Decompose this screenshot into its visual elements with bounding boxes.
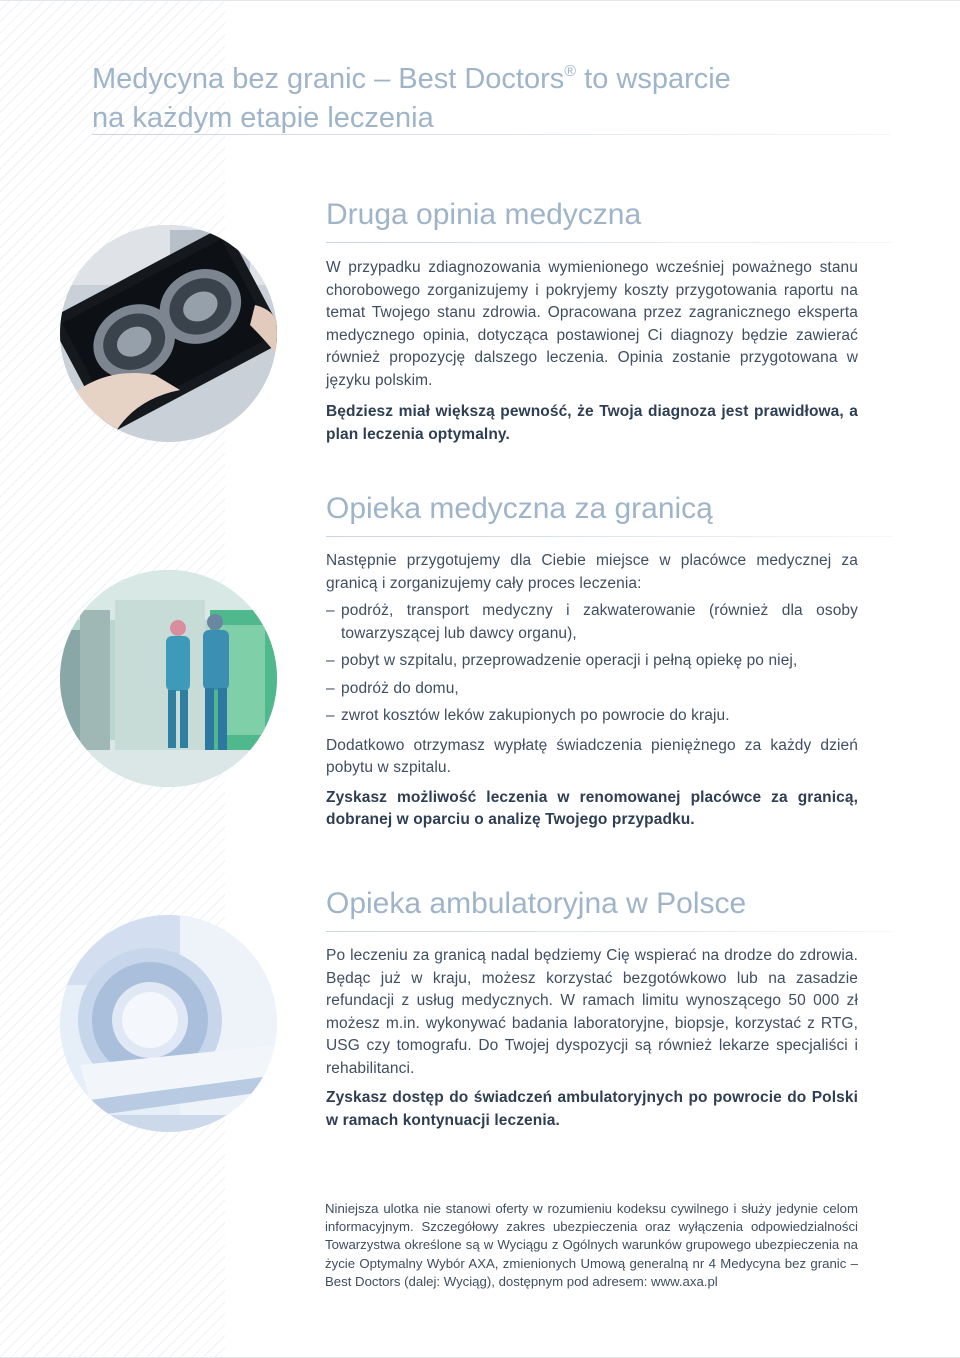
section-care-abroad [326,490,858,832]
section-highlight: Zyskasz możliwość leczenia w renomowanej placówce za granicą, dobranej w oparciu o analizę Twojego przypadku. [326,788,858,828]
registered-mark: ® [564,63,577,80]
section-paragraph: Po leczeniu za granicą nadal będziemy Cię wspierać na drodze do zdrowia. Będąc już w kraju, możesz korzystać bezgotówkowo lub na zasadzie refundacji z usług medycznych. W ramach limitu wynoszącego 50 000 zł możesz m.in. wykonywać badania laboratoryjne, biopsje, korzystać z RTG, USG czy tomografu. Do Twojej dyspozycji są również lekarze specjaliści i rehabilitanci. [326,947,858,1077]
section-highlight: Zyskasz dostęp do świadczeń ambulatoryjnych po powrocie do Polski w ramach kontynuacji leczenia. [326,1089,858,1129]
section-outpatient-care [326,885,858,1132]
section-paragraph: W przypadku zdiagnozowania wymienionego wcześniej poważnego stanu chorobowego zorganizujemy i pokryjemy koszty przygotowania raportu na temat Twojego stanu zdrowia. Opracowana przez zagranicznego eksperta medycznego opinia, dotycząca postawionej Ci diagnozy będzie zawierać również propozycję dalszego leczenia. Opinia zostanie przygotowana w języku polskim. [326,259,858,389]
section-title: Opieka medyczna za granicą [326,492,713,525]
legal-disclaimer: Niniejsza ulotka nie stanowi oferty w rozumieniu kodeksu cywilnego i służy jedynie celom informacyjnym. Szczegółowy zakres ubezpieczenia oraz wyłączenia odpowiedzialności Towarzystwa określone są w Wyciągu z Ogólnych warunków grupowego ubezpieczenia na życie Optymalny Wybór AXA, zmienionych Umową generalną nr 4 Medycyna bez granic – Best Doctors (dalej: Wyciąg), dostępnym pod adresem: www.axa.pl [325,1201,858,1289]
section-paragraph: Dodatkowo otrzymasz wypłatę świadczenia pieniężnego za każdy dzień pobytu w szpitalu. [326,736,858,776]
list-item: – podróż, transport medyczny i zakwaterowanie (również dla osoby towarzyszącej lub dawcy organu), [326,600,858,645]
title-divider [92,134,890,135]
section-divider [326,536,892,537]
list-item: – pobyt w szpitalu, przeprowadzenie operacji i pełną opiekę po niej, [326,650,858,673]
section-title: Opieka ambulatoryjna w Polsce [326,887,747,920]
page-title [92,52,852,138]
section-highlight: Będziesz miał większą pewność, że Twoja diagnoza jest prawidłowa, a plan leczenia optymalny. [326,403,858,443]
list-item: – podróż do domu, [326,678,858,701]
title-line-2: na każdym etapie leczenia [92,102,434,134]
section-second-opinion [326,196,858,446]
brain-scan-tablet-photo [60,225,277,442]
section-divider [326,242,892,243]
title-line-1: Medycyna bez granic – Best Doctors [92,63,565,95]
title-line-1-end: to wsparcie [576,63,731,95]
mri-scanner-photo [60,915,277,1132]
list-item: – zwrot kosztów leków zakupionych po powrocie do kraju. [326,705,858,728]
section-intro: Następnie przygotujemy dla Ciebie miejsce w placówce medycznej za granicą i zorganizujemy cały proces leczenia: [326,552,858,592]
section-divider [326,931,892,932]
hospital-corridor-photo [60,570,277,787]
section-title: Druga opinia medyczna [326,198,642,231]
